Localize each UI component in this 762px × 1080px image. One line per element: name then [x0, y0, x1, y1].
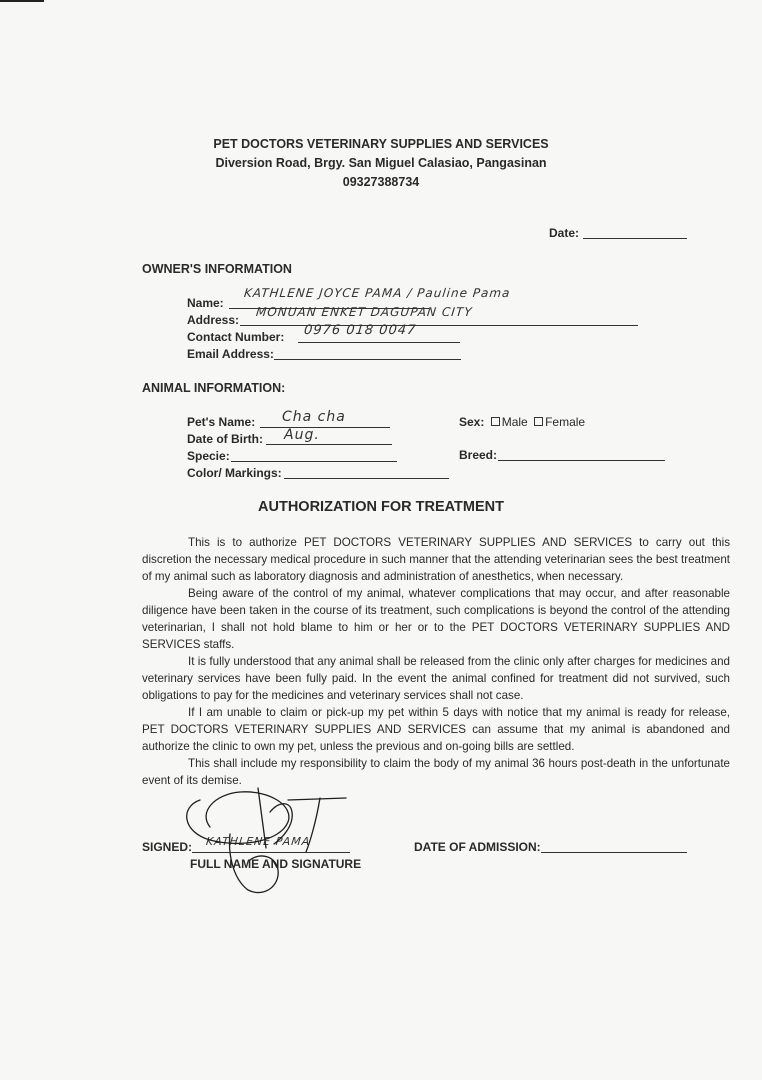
signed-label: SIGNED: — [142, 840, 193, 854]
breed-field[interactable] — [498, 460, 665, 461]
authorization-title: AUTHORIZATION FOR TREATMENT — [258, 499, 504, 515]
pet-name-value: Cha cha — [282, 409, 346, 425]
authorization-paragraph: Being aware of the control of my animal, whatever complications that may occur, and after reasonable diligence have been taken in the course of its treatment, such complications is beyond the control of the attending veterinarian, I shall not hold blame to him or her or to the PET DOCTORS VETERINARY SUPPLIES AND SERVICES staffs. — [142, 587, 730, 651]
sex-selector — [459, 415, 585, 429]
signed-name-value: KATHLENE PAMA — [205, 835, 311, 848]
company-phone: 09327388734 — [342, 175, 420, 189]
owner-address-label: Address: — [187, 313, 240, 327]
authorization-paragraph: This shall include my responsibility to claim the body of my animal 36 hours post-death in the unfortunate event of its demise. — [142, 757, 730, 787]
pet-name-field[interactable] — [260, 427, 390, 428]
owner-contact-field[interactable] — [298, 342, 460, 343]
date-of-admission-label: DATE OF ADMISSION: — [414, 840, 541, 854]
color-markings-field[interactable] — [284, 478, 449, 479]
date-label: Date: — [549, 226, 580, 240]
company-name: PET DOCTORS VETERINARY SUPPLIES AND SERVICES — [213, 137, 549, 151]
authorization-body — [142, 534, 730, 789]
handwritten-signature — [170, 782, 360, 902]
male-checkbox[interactable] — [491, 417, 500, 426]
sex-label: Sex: — [459, 415, 485, 429]
authorization-paragraph: It is fully understood that any animal shall be released from the clinic only after charges for medicines and veterinary services have been fully paid. In the event the animal confined for treatment did not survived, such obligations to pay for the medicines and veterinary services shall not case. — [142, 655, 730, 702]
owner-address-field[interactable] — [240, 325, 638, 326]
female-checkbox[interactable] — [534, 417, 543, 426]
date-field[interactable] — [583, 238, 687, 239]
authorization-paragraph: If I am unable to claim or pick-up my pet within 5 days with notice that my animal is ready for release, PET DOCTORS VETERINARY SUPPLIES AND SERVICES can assume that my animal is abandoned and authorize the clinic to own my pet, unless the previous and on-going bills are settled. — [142, 706, 730, 753]
color-markings-label: Color/ Markings: — [187, 466, 282, 480]
specie-label: Specie: — [187, 449, 230, 463]
date-of-admission-field[interactable] — [541, 852, 687, 853]
pet-name-label: Pet's Name: — [187, 415, 256, 429]
owner-email-field[interactable] — [274, 359, 461, 360]
company-address: Diversion Road, Brgy. San Miguel Calasiao, Pangasinan — [215, 156, 547, 170]
scan-edge-mark — [0, 0, 44, 2]
owner-contact-label: Contact Number: — [187, 330, 285, 344]
owner-email-label: Email Address: — [187, 347, 274, 361]
owner-address-value: MONUAN ENKET DAGUPAN CITY — [255, 305, 474, 319]
female-option-label: Female — [545, 415, 586, 429]
owner-name-label: Name: — [187, 296, 224, 310]
owner-name-value: KATHLENE JOYCE PAMA / Pauline Pama — [243, 286, 512, 300]
owner-contact-value: 0976 018 0047 — [303, 323, 418, 338]
authorization-paragraph: This is to authorize PET DOCTORS VETERINARY SUPPLIES AND SERVICES to carry out this discretion the necessary medical procedure in such manner that the attending veterinarian sees the best treatment of my animal such as laboratory diagnosis and administration of anesthetics, when necessary. — [142, 536, 730, 583]
male-option-label: Male — [501, 415, 528, 429]
specie-field[interactable] — [231, 461, 397, 462]
signature-caption: FULL NAME AND SIGNATURE — [190, 857, 362, 871]
dob-value: Aug. — [284, 427, 320, 443]
dob-field[interactable] — [266, 444, 392, 445]
owner-section-title: OWNER'S INFORMATION — [142, 262, 292, 276]
breed-label: Breed: — [459, 448, 498, 462]
animal-section-title: ANIMAL INFORMATION: — [142, 381, 286, 395]
dob-label: Date of Birth: — [187, 432, 263, 446]
